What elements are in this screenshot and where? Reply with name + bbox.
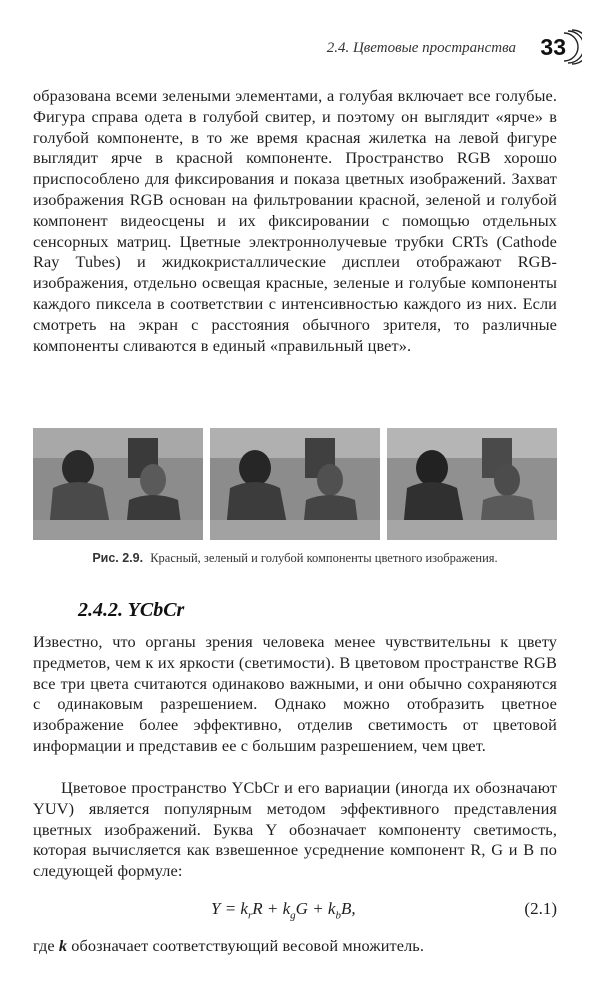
- figure-caption-text: Красный, зеленый и голубой компоненты цветного изображения.: [150, 551, 498, 565]
- running-title: 2.4. Цветовые пространства: [326, 40, 516, 56]
- photo-red-component: [33, 428, 203, 540]
- paragraph-rgb: образована всеми зелеными элементами, а голубая включает все голубые. Фигура справа одета в голубой свитер, и поэтому он выглядит «ярче» в голубой компоненте, в то же время красная жилетка на левой фигуре выглядит ярче в красной компоненте. Пространство RGB хорошо приспособлено для фиксирования и показа цветных изображений. Захват изображения RGB основан на фильтровании красной, зеленой и голубой компонент видеосцены и их фиксировании с помощью отдельных сенсорных матриц. Цветные электроннолучевые трубки CRTs (Cathode Ray Tubes) и жидкокристаллические дисплеи отображают RGB-изображения, отдельно освещая красные, зеленые и голубые компоненты каждого пиксела в соответствии с интенсивностью каждого из них. Если смотреть на экран с расстояния обычного зрителя, то различные компоненты сливаются в единый «правильный цвет».: [33, 86, 557, 355]
- photo-green-component: [210, 428, 380, 540]
- page-header: [0, 32, 604, 66]
- paragraph-human-vision: Известно, что органы зрения человека менее чувствительны к цвету предметов, чем к их яркости (светимости). В цветовом пространстве RGB все три цвета считаются одинаково важными, и они обычно сохраняются с одинаковым разрешением. Однако можно отобразить цветное изображение более эффективно, отделив светимость от цветовой информации и представив ее с большим разрешением, чем цвет.: [33, 632, 557, 755]
- figure-label: Рис. 2.9.: [92, 551, 144, 565]
- section-title: 2.4.2. YCbCr: [78, 599, 185, 621]
- formula-number: (2.1): [524, 899, 557, 918]
- formula-expression: $Y = k_rR + k_gG + k_bB$,: [211, 899, 356, 922]
- photo-blue-component: [387, 428, 557, 540]
- paragraph-k-definition: где k обозначает соответствующий весовой множитель.: [33, 936, 425, 955]
- paragraph-ycbcr: Цветовое пространство YCbCr и его вариации (иногда их обозначают YUV) является популярным методом эффективного представления цветных изображений. Буква Y обозначает компоненту светимость, которая вычисляется как взвешенное усреднение компонент R, G и B по следующей формуле:: [33, 778, 557, 881]
- page-number: 33: [540, 34, 566, 60]
- figure-rgb-components: [33, 428, 557, 540]
- page-number-arc-icon: [560, 29, 582, 65]
- formula-2-1: [33, 899, 557, 923]
- figure-caption: [33, 551, 557, 566]
